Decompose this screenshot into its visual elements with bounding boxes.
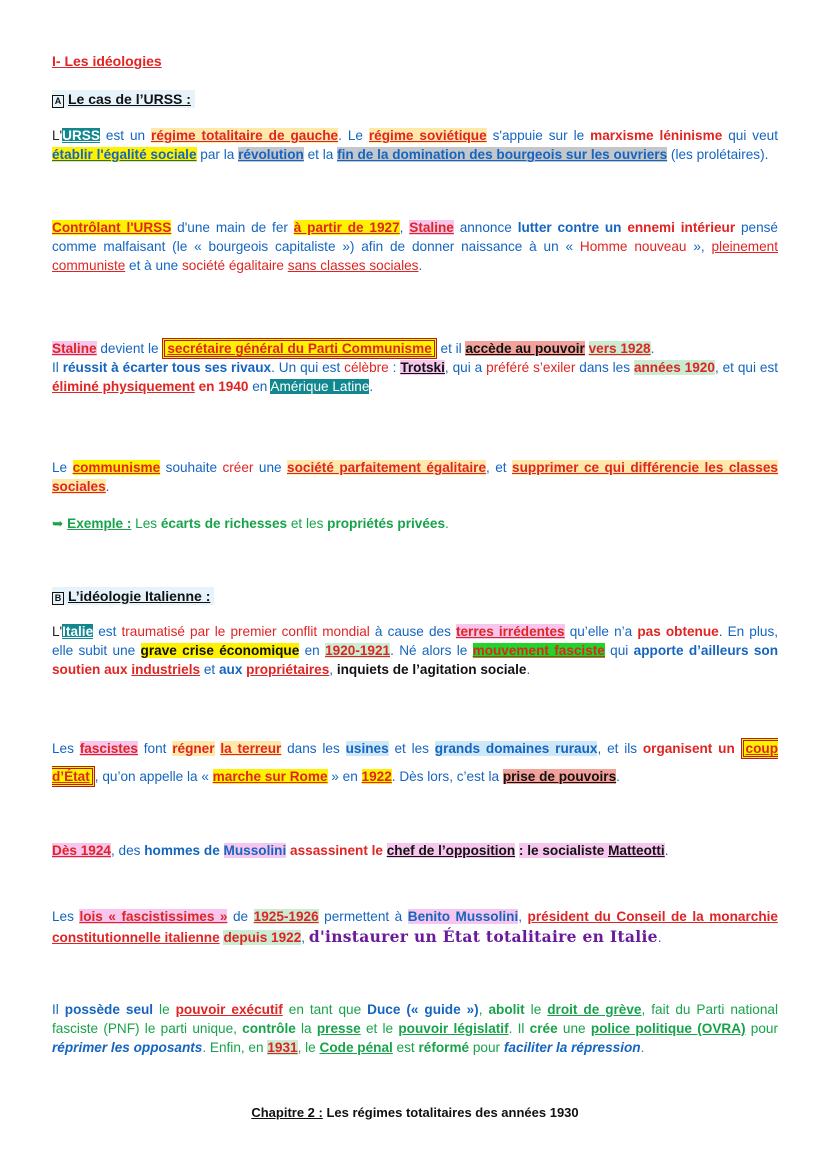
text-segment: . Dès lors, c’est la bbox=[391, 769, 503, 784]
text-segment: dans les bbox=[281, 741, 346, 756]
text-segment: est un bbox=[99, 128, 152, 143]
page-title: I- Les idéologies bbox=[52, 53, 162, 69]
text-segment: , et qui est bbox=[714, 360, 779, 375]
paragraph-example bbox=[52, 514, 778, 533]
section-b-title: L’idéologie Italienne : bbox=[68, 588, 211, 604]
paragraph-fascist-laws bbox=[52, 907, 778, 948]
text-segment: et les bbox=[388, 741, 435, 756]
text-segment: : bbox=[388, 360, 401, 375]
text-segment: à partir de 1927 bbox=[293, 220, 400, 235]
paragraph-communism-goal bbox=[52, 458, 778, 496]
text-segment: terres irrédentes bbox=[455, 624, 565, 639]
text-segment: et le bbox=[360, 1021, 399, 1036]
text-segment: Staline bbox=[409, 220, 454, 235]
text-segment: droit de grève bbox=[547, 1002, 642, 1017]
text-segment: possède seul bbox=[64, 1002, 154, 1017]
text-segment: pas obtenue bbox=[637, 624, 719, 639]
text-segment: grands domaines ruraux bbox=[434, 741, 598, 756]
section-a-letter: A bbox=[52, 95, 64, 108]
text-segment: assassinent le bbox=[290, 843, 387, 858]
text-segment: société parfaitement égalitaire bbox=[287, 460, 487, 475]
text-segment: permettent à bbox=[318, 909, 408, 924]
text-segment: hommes de bbox=[144, 843, 224, 858]
text-segment: , le bbox=[297, 1040, 320, 1055]
text-segment: mouvement fasciste bbox=[472, 643, 605, 658]
text-segment: Code pénal bbox=[319, 1040, 393, 1055]
text-segment: secrétaire général du Parti Communisme bbox=[162, 338, 436, 359]
text-segment: en 1940 bbox=[198, 379, 249, 394]
text-segment: L' bbox=[52, 624, 63, 639]
text-segment: Staline bbox=[52, 341, 97, 356]
text-segment: régner bbox=[172, 741, 215, 756]
text-segment: lois « fascistissimes » bbox=[79, 909, 228, 924]
text-segment: coup d’État bbox=[52, 738, 778, 787]
text-segment: réussit à écarter tous ses rivaux bbox=[62, 360, 272, 375]
text-segment: célèbre bbox=[344, 360, 389, 375]
text-segment: . En plus, elle subit une bbox=[52, 624, 779, 658]
text-segment: accède au pouvoir bbox=[465, 341, 585, 356]
text-segment: abolit bbox=[488, 1002, 525, 1017]
text-segment: . bbox=[105, 479, 110, 494]
text-segment: soutien aux bbox=[52, 662, 132, 677]
text-segment: propriétaires bbox=[246, 662, 330, 677]
text-segment: 1922 bbox=[361, 769, 392, 784]
text-segment: industriels bbox=[131, 662, 201, 677]
text-segment: Matteotti bbox=[608, 843, 665, 858]
text-segment: Les bbox=[52, 741, 80, 756]
text-segment: 1925-1926 bbox=[253, 909, 319, 924]
text-segment: , bbox=[478, 1002, 489, 1017]
text-segment: prise de pouvoirs bbox=[502, 769, 617, 784]
text-segment: fin de la domination des bourgeois sur les ouvriers bbox=[337, 147, 668, 162]
text-segment: contrôle bbox=[242, 1021, 296, 1036]
text-segment: et il bbox=[436, 341, 466, 356]
section-a-heading bbox=[52, 90, 778, 109]
text-segment: font bbox=[137, 741, 173, 756]
text-segment: », bbox=[686, 239, 712, 254]
text-segment: le bbox=[524, 1002, 548, 1017]
text-segment: . Enfin, en bbox=[202, 1040, 268, 1055]
text-segment: inquiets de l’agitation sociale bbox=[336, 662, 527, 677]
text-segment: . bbox=[526, 662, 531, 677]
text-segment: Mussolini bbox=[223, 843, 287, 858]
text-segment: 1920-1921 bbox=[325, 643, 391, 658]
text-segment: L' bbox=[52, 128, 63, 143]
text-segment: de bbox=[227, 909, 254, 924]
text-segment: pour bbox=[469, 1040, 504, 1055]
text-segment: pouvoir législatif bbox=[398, 1021, 509, 1036]
text-segment: années 1920 bbox=[633, 360, 715, 375]
text-segment: qui bbox=[604, 643, 634, 658]
text-segment: est bbox=[392, 1040, 419, 1055]
section-b-heading bbox=[52, 587, 778, 606]
text-segment: , qu’on appelle la « bbox=[94, 769, 213, 784]
text-segment: et à une bbox=[125, 258, 182, 273]
text-segment: et bbox=[200, 662, 219, 677]
chapter-footer bbox=[52, 1105, 778, 1120]
text-segment: et les bbox=[287, 516, 328, 531]
text-segment: Contrôlant l'URSS bbox=[52, 220, 172, 235]
text-segment: établir l'égalité sociale bbox=[52, 147, 197, 162]
text-segment: la bbox=[295, 1021, 317, 1036]
text-segment: en bbox=[248, 379, 271, 394]
text-segment: marche sur Rome bbox=[212, 769, 328, 784]
text-segment: usines bbox=[345, 741, 389, 756]
text-segment: traumatisé par le premier conflit mondial bbox=[121, 624, 370, 639]
text-segment: . Le bbox=[338, 128, 369, 143]
text-segment: pour bbox=[745, 1021, 779, 1036]
text-segment: crée bbox=[529, 1021, 558, 1036]
text-segment: ennemi intérieur bbox=[627, 220, 736, 235]
text-segment: apporte d’ailleurs son bbox=[633, 643, 779, 658]
text-segment: , et ils bbox=[597, 741, 643, 756]
paragraph-mussolini-powers bbox=[52, 1000, 778, 1057]
text-segment: régime soviétique bbox=[368, 128, 487, 143]
text-segment: , fait du Parti national fasciste (PNF) le parti unique, bbox=[52, 1002, 778, 1036]
text-segment: aux bbox=[218, 662, 247, 677]
text-segment: dans les bbox=[575, 360, 634, 375]
paragraph-italy-context bbox=[52, 622, 778, 679]
text-segment: propriétés privées bbox=[327, 516, 446, 531]
text-segment: Les bbox=[131, 516, 161, 531]
text-segment: d'une main de fer bbox=[171, 220, 294, 235]
text-segment: Duce (« guide ») bbox=[367, 1002, 479, 1017]
text-segment: pouvoir exécutif bbox=[175, 1002, 283, 1017]
text-segment: . Il bbox=[508, 1021, 530, 1036]
text-segment: par la bbox=[196, 147, 239, 162]
text-segment: qui veut bbox=[722, 128, 778, 143]
text-segment: pleinement communiste bbox=[52, 239, 779, 273]
text-segment: . bbox=[616, 769, 620, 784]
text-segment: réformé bbox=[418, 1040, 470, 1055]
text-segment: devient le bbox=[96, 341, 163, 356]
text-segment: qu’elle n’a bbox=[564, 624, 638, 639]
text-segment: Les bbox=[52, 909, 80, 924]
text-segment: Italie bbox=[62, 624, 94, 639]
text-segment: une bbox=[557, 1021, 591, 1036]
text-segment: Trotski bbox=[400, 360, 445, 375]
text-segment: . Un qui est bbox=[271, 360, 345, 375]
text-segment: : le socialiste bbox=[518, 843, 609, 858]
text-segment: , et bbox=[486, 460, 513, 475]
text-segment: , bbox=[301, 930, 309, 945]
text-segment: depuis 1922 bbox=[223, 930, 302, 945]
text-segment: . bbox=[664, 843, 669, 858]
text-segment: communisme bbox=[72, 460, 161, 475]
text-segment: en tant que bbox=[282, 1002, 368, 1017]
text-segment: révolution bbox=[238, 147, 304, 162]
text-segment: faciliter la répression bbox=[503, 1040, 641, 1055]
text-segment: Benito Mussolini bbox=[407, 909, 519, 924]
text-segment: et la bbox=[303, 147, 338, 162]
text-segment: , bbox=[399, 220, 410, 235]
text-segment: société égalitaire bbox=[181, 258, 284, 273]
text-segment: préféré s’exiler bbox=[486, 360, 576, 375]
text-segment: . bbox=[418, 258, 423, 273]
text-segment: annonce bbox=[453, 220, 518, 235]
section-a-title: Le cas de l’URSS : bbox=[68, 91, 191, 107]
text-segment: lutter contre un bbox=[517, 220, 628, 235]
text-segment: réprimer les opposants bbox=[52, 1040, 203, 1055]
text-segment: URSS bbox=[62, 128, 100, 143]
text-segment: créer bbox=[222, 460, 254, 475]
paragraph-matteotti bbox=[52, 841, 778, 860]
text-segment: pensé comme malfaisant (le « bourgeois capitaliste ») afin de donner naissance à un « bbox=[52, 220, 778, 254]
text-segment: éliminé physiquement bbox=[52, 379, 195, 394]
text-segment: grave crise économique bbox=[140, 643, 300, 658]
text-segment: à cause des bbox=[369, 624, 456, 639]
text-segment: président du Conseil de la monarchie constitutionnelle italienne bbox=[52, 909, 778, 945]
text-segment: (les prolétaires). bbox=[667, 147, 769, 162]
text-segment: Exemple : bbox=[67, 516, 132, 531]
text-segment: d'instaurer un État totalitaire en Italie bbox=[308, 927, 658, 946]
text-segment: en bbox=[299, 643, 326, 658]
text-segment: chef de l’opposition bbox=[386, 843, 516, 858]
text-segment: , des bbox=[110, 843, 145, 858]
text-segment: . Né alors le bbox=[390, 643, 473, 658]
text-segment: organisent un bbox=[642, 741, 741, 756]
footer-text: Les régimes totalitaires des années 1930 bbox=[322, 1105, 579, 1120]
paragraph-fascist-terror bbox=[52, 735, 778, 791]
text-segment: Il bbox=[52, 360, 63, 375]
text-segment: le bbox=[153, 1002, 176, 1017]
text-segment: Homme nouveau bbox=[579, 239, 687, 254]
text-segment: . bbox=[640, 1040, 645, 1055]
text-segment: . bbox=[445, 516, 449, 531]
text-segment: fascistes bbox=[79, 741, 138, 756]
paragraph-staline-power bbox=[52, 339, 778, 396]
paragraph-urss-ideology bbox=[52, 126, 778, 164]
text-segment: écarts de richesses bbox=[160, 516, 288, 531]
text-segment: Dès 1924 bbox=[52, 843, 111, 858]
text-segment: , qui a bbox=[444, 360, 487, 375]
text-segment: sans classes sociales bbox=[287, 258, 419, 273]
text-segment: Amérique Latine bbox=[270, 379, 370, 394]
text-segment: police politique (OVRA) bbox=[590, 1021, 746, 1036]
text-segment: , bbox=[329, 662, 337, 677]
text-segment: 1931 bbox=[267, 1040, 298, 1055]
text-segment: . bbox=[657, 930, 662, 945]
footer-prefix: Chapitre 2 : bbox=[251, 1105, 323, 1120]
text-segment: Il bbox=[52, 1002, 65, 1017]
text-segment: , bbox=[518, 909, 528, 924]
text-segment: est bbox=[93, 624, 122, 639]
text-segment: . bbox=[369, 379, 374, 394]
text-segment: régime totalitaire de gauche bbox=[151, 128, 339, 143]
text-segment: vers 1928 bbox=[588, 341, 651, 356]
text-segment: presse bbox=[316, 1021, 361, 1036]
text-segment: une bbox=[253, 460, 288, 475]
text-segment: supprimer ce qui différencie les classes sociales bbox=[52, 460, 778, 494]
text-segment: marxisme léninisme bbox=[590, 128, 723, 143]
text-segment: » en bbox=[327, 769, 362, 784]
text-segment: s'appuie sur le bbox=[486, 128, 591, 143]
text-segment: la terreur bbox=[220, 741, 282, 756]
paragraph-staline-control bbox=[52, 218, 778, 275]
text-segment: . bbox=[650, 341, 655, 356]
text-segment: Le bbox=[52, 460, 73, 475]
section-b-letter: B bbox=[52, 592, 64, 605]
text-segment: souhaite bbox=[160, 460, 223, 475]
text-segment: ➥ bbox=[52, 516, 68, 531]
